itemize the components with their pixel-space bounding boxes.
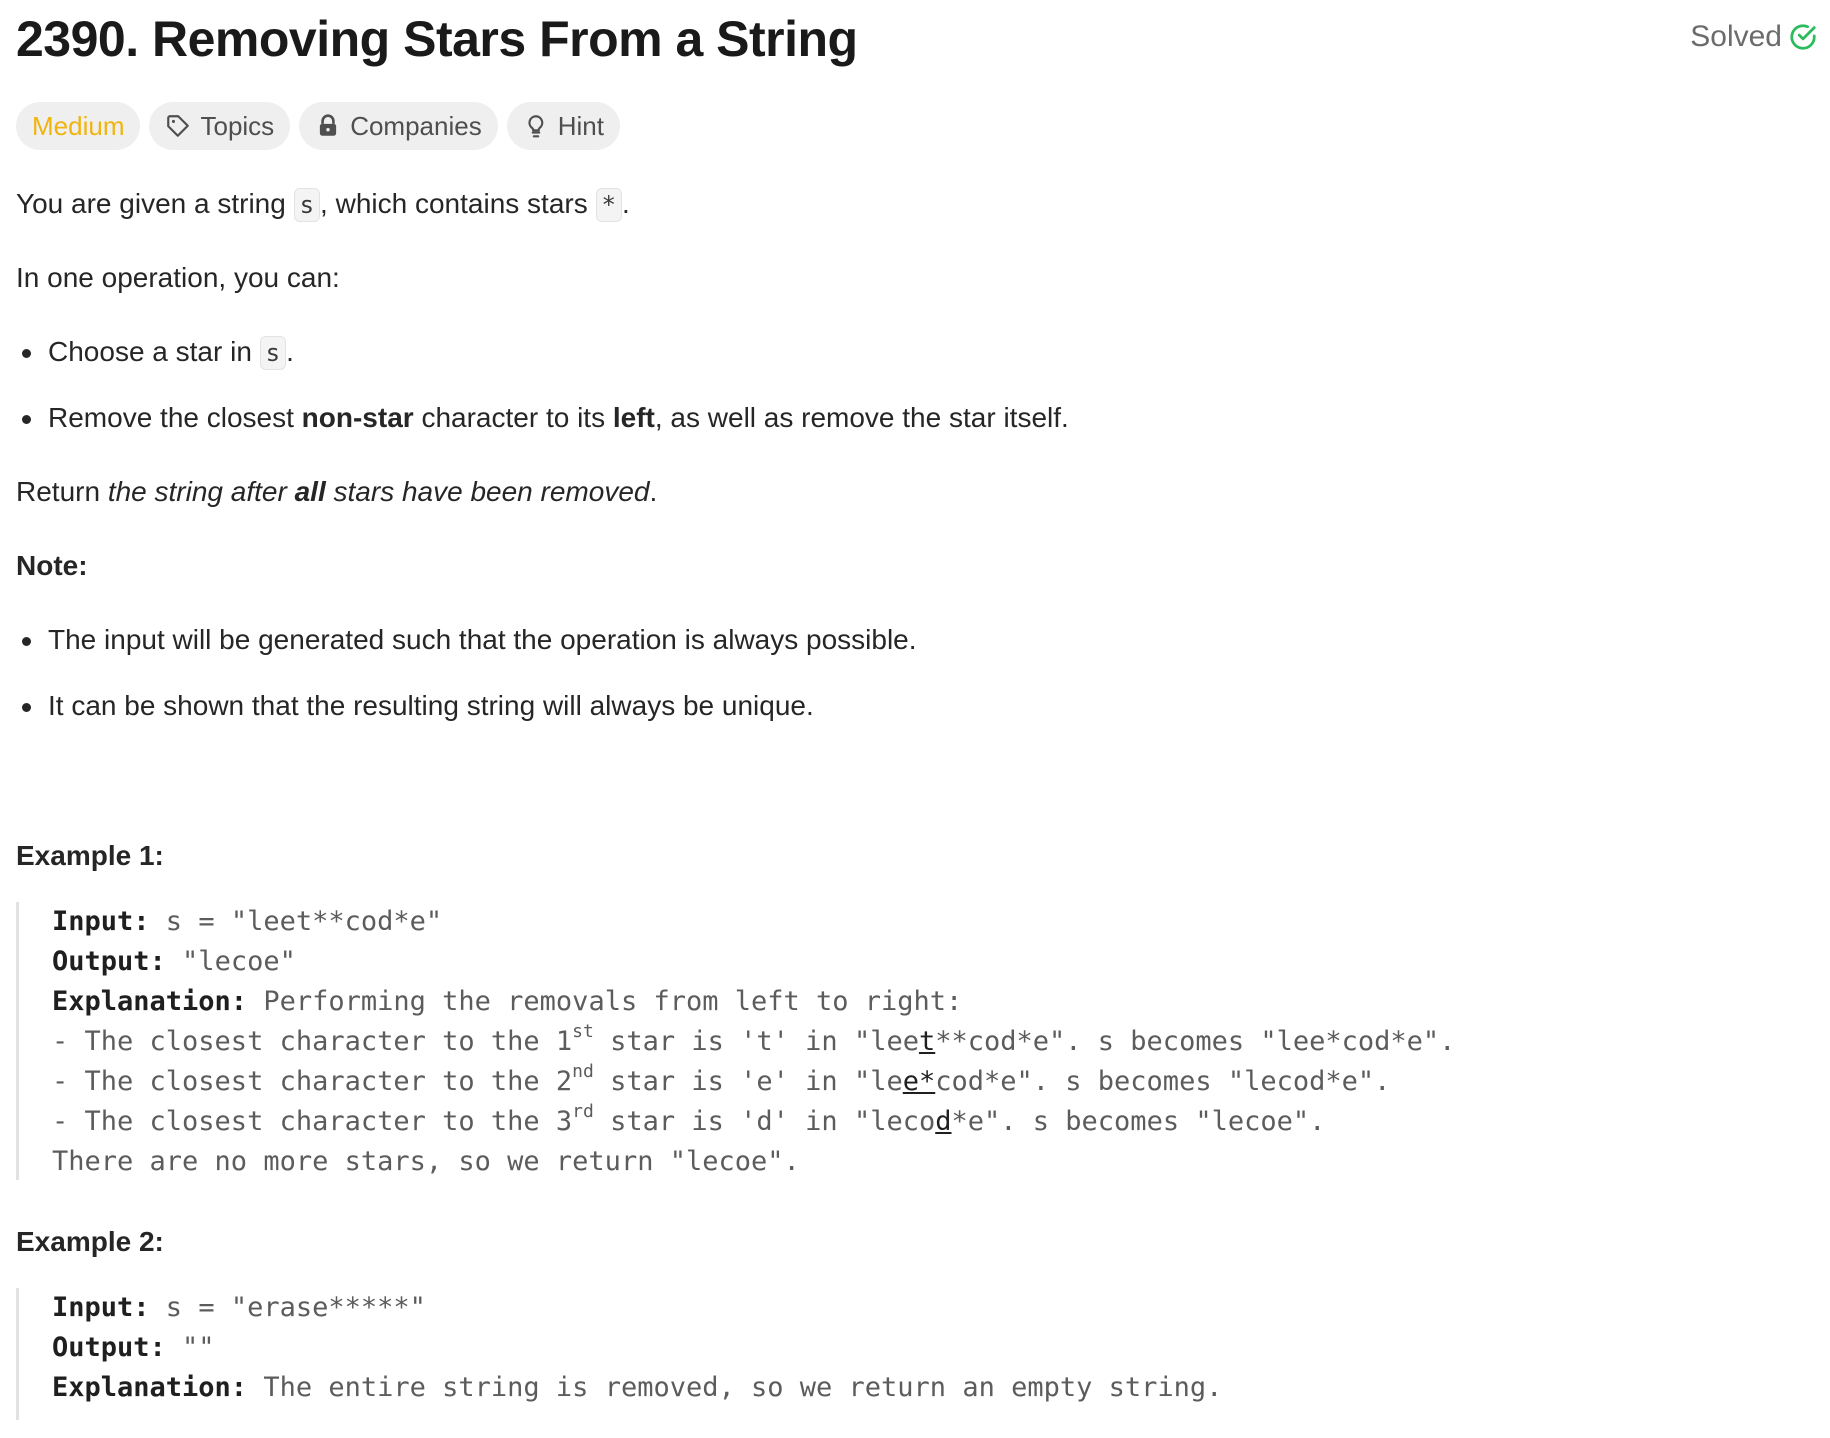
text: Return bbox=[16, 476, 108, 507]
hint-label: Hint bbox=[557, 110, 604, 141]
difficulty-label: Medium bbox=[32, 110, 125, 141]
label: Input: bbox=[52, 906, 150, 937]
solved-status bbox=[1690, 20, 1818, 54]
explanation-step bbox=[52, 1062, 1455, 1102]
list-item bbox=[16, 398, 1069, 437]
underlined-char: d bbox=[935, 1106, 952, 1137]
difficulty-badge[interactable] bbox=[16, 102, 140, 150]
text: , as well as remove the star itself. bbox=[654, 402, 1069, 433]
label: Output: bbox=[52, 946, 166, 977]
example-explanation-line bbox=[52, 982, 1455, 1022]
ordinal-suffix: rd bbox=[572, 1101, 594, 1122]
example-2-heading: Example 2: bbox=[16, 1226, 164, 1257]
label: Explanation: bbox=[52, 1372, 248, 1403]
text: Remove the closest bbox=[48, 402, 302, 433]
check-circle-icon bbox=[1788, 22, 1818, 52]
example-explanation-line bbox=[52, 1368, 1222, 1408]
label: Input: bbox=[52, 1292, 150, 1323]
example-1-heading: Example 1: bbox=[16, 840, 164, 871]
value: s = "leet**cod*e" bbox=[149, 906, 443, 937]
example-input-line bbox=[52, 902, 1455, 942]
example-1-block bbox=[16, 902, 1455, 1180]
title-row bbox=[16, 0, 1816, 80]
text: . bbox=[621, 188, 630, 219]
value: "lecoe" bbox=[165, 946, 296, 977]
operation-intro: In one operation, you can: bbox=[16, 262, 340, 293]
italic-text: the string after bbox=[107, 476, 295, 507]
text: . bbox=[286, 336, 294, 367]
explanation-step bbox=[52, 1022, 1455, 1062]
solved-label: Solved bbox=[1690, 20, 1782, 53]
problem-title: 2390. Removing Stars From a String bbox=[16, 11, 858, 67]
bold-text: left bbox=[612, 402, 655, 433]
list-item: It can be shown that the resulting string will always be unique. bbox=[16, 686, 814, 725]
text: **cod*e". s becomes "lee*cod*e". bbox=[935, 1026, 1456, 1057]
topics-button[interactable] bbox=[149, 102, 290, 150]
text: . bbox=[649, 476, 658, 507]
lock-icon bbox=[315, 113, 341, 139]
text: , which contains stars bbox=[320, 188, 596, 219]
text: star is 't' in "lee bbox=[593, 1026, 919, 1057]
text: cod*e". s becomes "lecod*e". bbox=[935, 1066, 1391, 1097]
companies-label: Companies bbox=[350, 110, 482, 141]
inline-code: * bbox=[596, 188, 622, 222]
label: Explanation: bbox=[52, 986, 248, 1017]
text: character to its bbox=[413, 402, 613, 433]
value: Performing the removals from left to right: bbox=[247, 986, 963, 1017]
text: star is 'd' in "leco bbox=[593, 1106, 936, 1137]
inline-code: s bbox=[260, 336, 286, 370]
text: Choose a star in bbox=[48, 336, 260, 367]
underlined-char: e* bbox=[902, 1066, 936, 1097]
explanation-conclusion: There are no more stars, so we return "lecoe". bbox=[52, 1146, 800, 1177]
note-heading: Note: bbox=[16, 550, 88, 581]
ordinal-suffix: nd bbox=[572, 1061, 594, 1082]
underlined-char: t bbox=[918, 1026, 936, 1057]
tag-icon bbox=[165, 113, 191, 139]
ordinal-suffix: st bbox=[572, 1021, 594, 1042]
label: Output: bbox=[52, 1332, 166, 1363]
problem-description bbox=[16, 0, 1816, 1403]
explanation-step bbox=[52, 1102, 1455, 1142]
bold-text: non-star bbox=[301, 402, 414, 433]
bold-italic-text: all bbox=[294, 476, 326, 507]
return-statement bbox=[16, 472, 657, 511]
list-item bbox=[16, 332, 294, 371]
inline-code: s bbox=[294, 188, 320, 222]
description-intro bbox=[16, 184, 630, 223]
example-input-line bbox=[52, 1288, 1222, 1328]
value: s = "erase*****" bbox=[149, 1292, 426, 1323]
companies-button[interactable] bbox=[299, 102, 498, 150]
value: The entire string is removed, so we return an empty string. bbox=[247, 1372, 1223, 1403]
text: - The closest character to the 1 bbox=[52, 1026, 573, 1057]
italic-text: stars have been removed bbox=[325, 476, 650, 507]
text: *e". s becomes "lecoe". bbox=[951, 1106, 1326, 1137]
hint-button[interactable] bbox=[507, 102, 620, 150]
example-output-line bbox=[52, 942, 1455, 982]
text: You are given a string bbox=[16, 188, 294, 219]
text: - The closest character to the 3 bbox=[52, 1106, 573, 1137]
example-2-block bbox=[16, 1288, 1222, 1420]
lightbulb-icon bbox=[523, 113, 549, 139]
list-item: The input will be generated such that the operation is always possible. bbox=[16, 620, 917, 659]
example-output-line bbox=[52, 1328, 1222, 1368]
text: - The closest character to the 2 bbox=[52, 1066, 573, 1097]
topics-label: Topics bbox=[200, 110, 275, 141]
text: star is 'e' in "le bbox=[593, 1066, 903, 1097]
tag-bar bbox=[16, 102, 620, 150]
value: "" bbox=[165, 1332, 215, 1363]
